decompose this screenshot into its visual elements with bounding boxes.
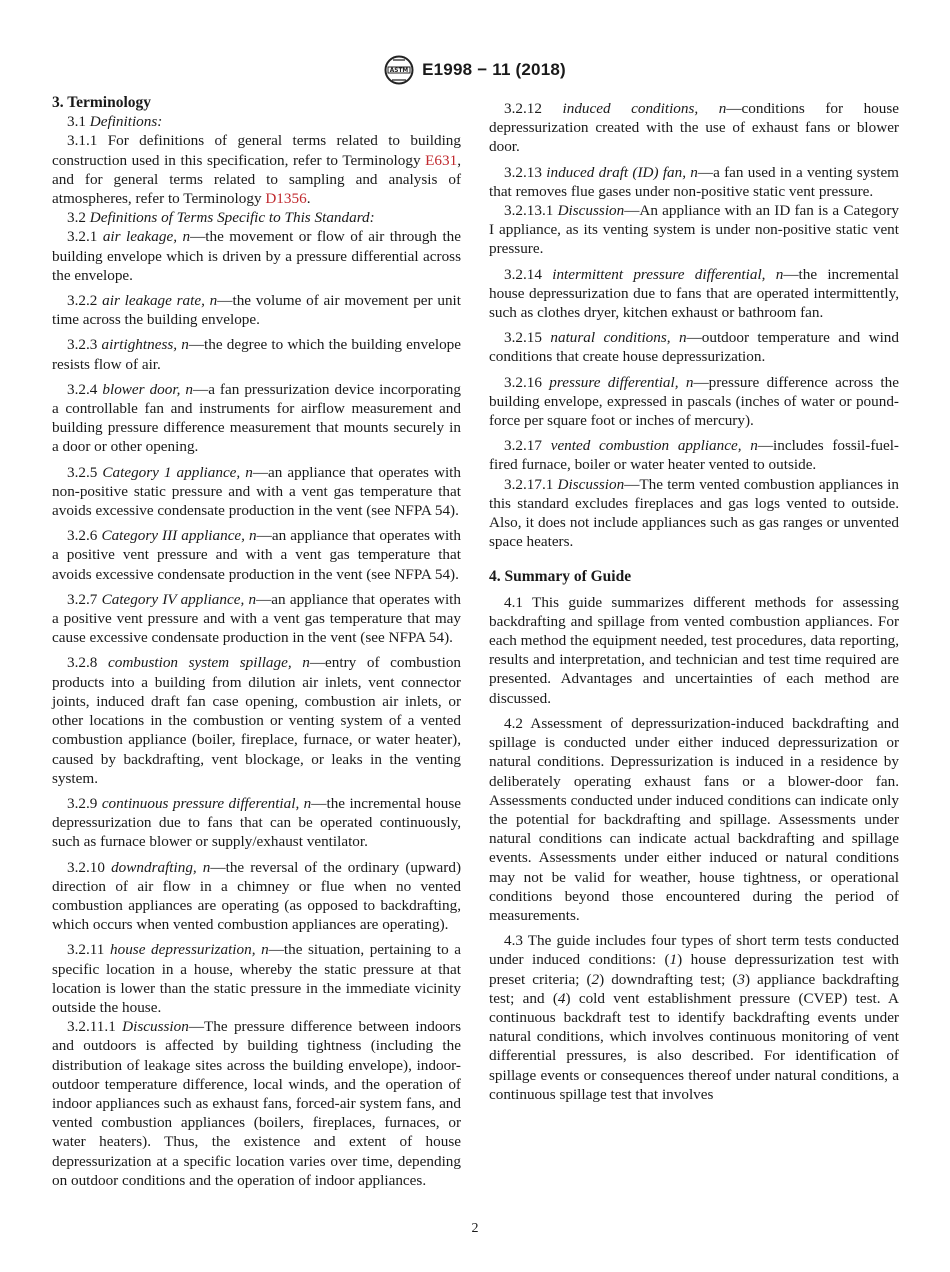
- defined-term: blower door, n: [102, 380, 193, 398]
- clause-number: 3.2.8: [67, 654, 98, 672]
- link-e631[interactable]: E631: [425, 151, 458, 169]
- defined-term: air leakage rate, n: [102, 292, 218, 310]
- clause-number: 3.2.1: [67, 228, 98, 246]
- defined-term: induced conditions, n: [562, 100, 727, 117]
- definition-3-2-2: [52, 291, 461, 329]
- defined-term: house depressurization, n: [110, 941, 269, 959]
- list-number: 4: [557, 989, 566, 1007]
- right-column: [489, 93, 899, 1104]
- page-header: [0, 52, 950, 88]
- paragraph-3-2: [52, 208, 461, 227]
- list-number: 1: [669, 951, 678, 969]
- defined-term: airtightness, n: [101, 336, 189, 354]
- defined-term: Category IV appliance, n: [101, 590, 257, 608]
- clause-number: 3.2.10: [67, 858, 105, 876]
- left-column: [52, 93, 461, 1190]
- link-d1356[interactable]: D1356: [265, 190, 307, 208]
- definition-text: —the reversal of the ordinary (upward) direction of air flow in a chimney or flue when no vented combustion appliances are operating (as opposed to backdrafting, which occurs when vented combustion appliances are operating).: [52, 858, 461, 934]
- svg-text:ASTM: ASTM: [389, 68, 409, 75]
- clause-number: 3.2.4: [67, 380, 98, 398]
- clause-number: 3.2.16: [504, 373, 542, 391]
- clause-number: 3.2.11: [67, 941, 105, 959]
- definition-3-2-11: [52, 940, 461, 1017]
- definition-3-2-7: [52, 590, 461, 648]
- definition-text: —includes fossil-fuel-fired furnace, boiler or water heater vented to outside.: [489, 437, 899, 474]
- definition-3-2-12: [489, 99, 899, 157]
- definition-text: —an appliance that operates with non-positive static pressure and with a vent gas temperature that avoids excessive condensate production in the vent (see NFPA 54).: [52, 463, 461, 520]
- clause-text: ) house depressurization test with preset criteria; (: [489, 951, 900, 988]
- clause-number: 3.2.3: [67, 336, 98, 354]
- defined-term: Category III appliance, n: [101, 527, 257, 545]
- definition-text: —the movement or flow of air through the building envelope which is driven by a pressure differential across the envelope.: [52, 228, 462, 284]
- paragraph-4-3: [489, 931, 899, 1104]
- clause-number: 3.2.15: [504, 329, 542, 347]
- clause-number: 3.2.17.1: [504, 475, 554, 493]
- definition-text: —the degree to which the building envelope resists flow of air.: [52, 336, 462, 373]
- discussion-3-2-17-1: [489, 475, 899, 552]
- clause-number: 3.2.5: [67, 463, 98, 481]
- discussion-3-2-11-1: [52, 1017, 461, 1190]
- definition-text: —outdoor temperature and wind conditions that create house depressurization.: [489, 329, 899, 366]
- clause-text: ) appliance backdrafting test; and (: [489, 970, 899, 1007]
- clause-text: 4.3 The guide includes four types of short term tests conducted under induced conditions: (: [489, 932, 899, 969]
- definition-text: —an appliance that operates with a positive vent pressure and with a vent gas temperature that avoids excessive condensate production in the vent (see NFPA 54).: [52, 527, 461, 583]
- clause-number: 3.2: [67, 209, 86, 227]
- clause-number: 3.2.2: [67, 292, 98, 310]
- clause-number: 3.2.9: [67, 794, 98, 812]
- definition-text: —an appliance that operates with a positive vent pressure and with a vent gas temperature that may cause excessive condensate production in the vent (see NFPA 54).: [52, 590, 462, 647]
- definition-3-2-9: [52, 794, 461, 852]
- defined-term: continuous pressure differential, n: [101, 794, 312, 812]
- definition-text: —the incremental house depressurization due to fans that can be operated continuously, such as furnace blower or supply/exhaust ventilator.: [52, 794, 462, 851]
- definition-3-2-13: [489, 163, 899, 201]
- definition-text: —a fan pressurization device incorporating a controllable fan and instruments for airflow measurement and building pressure difference measurement that mounts securely in a door or other opening.: [52, 380, 461, 456]
- clause-text: 3.1.1 For definitions of general terms related to building construction used in this specification, refer to Terminology: [52, 132, 461, 169]
- clause-number: 3.2.6: [67, 527, 98, 545]
- definition-3-2-6: [52, 526, 461, 584]
- defined-term: vented combustion appliance, n: [550, 437, 758, 455]
- defined-term: Discussion: [557, 202, 625, 220]
- clause-number: 3.2.13: [504, 163, 542, 181]
- definition-text: —the situation, pertaining to a specific location in a house, whereby the static pressure at that location is lower than the static pressure in the immediate vicinity outside the house.: [52, 941, 462, 1016]
- discussion-3-2-13-1: [489, 201, 899, 259]
- definition-3-2-15: [489, 328, 899, 366]
- defined-term: air leakage, n: [102, 228, 191, 246]
- clause-number: 3.2.12: [504, 100, 542, 117]
- defined-term: intermittent pressure differential, n: [552, 265, 784, 283]
- list-number: 2: [591, 970, 600, 988]
- definition-text: —conditions for house depressurization created with the use of exhaust fans or blower door.: [489, 100, 900, 156]
- clause-term: Definitions of Terms Specific to This Standard:: [89, 209, 375, 227]
- definition-text: —entry of combustion products into a building from dilution air inlets, vent connector joints, induced draft fan case opening, combustion air inlets, or other locations in the combustion or venting system of a vented combustion appliance (boiler, fireplace, furnace, or water heater), caused by backdrafting, vent blockage, or leaks in the venting system.: [52, 654, 462, 787]
- clause-number: 3.1: [67, 113, 86, 131]
- definition-text: —a fan used in a venting system that removes flue gases under non-positive static vent pressure.: [489, 163, 899, 200]
- definition-text: —An appliance with an ID fan is a Category I appliance, as its venting system is under non-positive static vent pressure.: [489, 202, 900, 258]
- paragraph-4-1: 4.1 This guide summarizes different methods for assessing backdrafting and spillage from vented combustion appliances. For each method the equipment needed, test procedures, data reporting, results and interpretation, and technician and test time required are presented. Advantages and uncertainties of each method are discussed.: [489, 593, 899, 707]
- defined-term: natural conditions, n: [550, 329, 687, 347]
- clause-number: 3.2.13.1: [504, 202, 554, 220]
- clause-text: .: [306, 190, 311, 208]
- defined-term: downdrafting, n: [111, 858, 211, 876]
- clause-number: 3.2.14: [504, 265, 542, 283]
- clause-text: ) downdrafting test; (: [599, 970, 738, 988]
- definition-text: —The pressure difference between indoors and outdoors is affected by building tightness (including the distribution of leakage sites across the building envelope), indoor-outdoor temperature difference, local winds, and the operation of indoor appliances such as exhaust fans, forced-air system fans, and vented combustion appliances (boilers, fireplaces, furnaces, or water heaters). Thus, the existence and extent of house depressurization at a specific location varies over time, depending on outdoor conditions and the operation of indoor appliances.: [52, 1018, 461, 1189]
- clause-term: Definitions:: [89, 113, 163, 131]
- defined-term: induced draft (ID) fan, n: [546, 163, 698, 181]
- definition-3-2-4: [52, 380, 461, 457]
- definition-3-2-10: [52, 858, 461, 935]
- defined-term: pressure differential, n: [549, 373, 694, 391]
- section-heading-summary: 4. Summary of Guide: [489, 568, 632, 586]
- definition-text: —the volume of air movement per unit time across the building envelope.: [52, 292, 461, 329]
- clause-text: , and for general terms related to sampling and analysis of atmospheres, refer to Terminology: [52, 151, 461, 208]
- page-number: 2: [471, 1221, 479, 1236]
- definition-3-2-1: [52, 227, 461, 285]
- clause-number: 3.2.7: [67, 590, 98, 608]
- paragraph-4-2: 4.2 Assessment of depressurization-induced backdrafting and spillage is conducted under either induced depressurization or natural conditions. Depressurization is induced in a residence by deliberately operating exhaust fans or a blower-door fan. Assessments conducted under induced conditions can indicate only the potential for backdrafting and spillage. Assessments under natural conditions can indicate actual backdrafting and spillage events. Assessments under either induced or natural conditions may not be valid for weather, house tightness, or operational conditions beyond those encountered during the period of measurements.: [489, 714, 899, 924]
- clause-number: 3.2.11.1: [67, 1018, 116, 1036]
- document-designation: E1998 − 11 (2018): [422, 60, 566, 79]
- list-number: 3: [737, 970, 745, 988]
- defined-term: Category 1 appliance, n: [102, 463, 253, 481]
- definition-3-2-17: [489, 436, 899, 474]
- clause-number: 3.2.17: [504, 437, 542, 455]
- definition-text: —The term vented combustion appliances in this standard excludes fireplaces and gas logs vented to outside. Also, it does not include appliances such as gas ranges or unvented space heaters.: [489, 475, 899, 551]
- defined-term: combustion system spillage, n: [108, 654, 310, 672]
- clause-text: ) cold vent establishment pressure (CVEP) test. A continuous backdraft test to identify backdrafting events under natural conditions, which involves continuous monitoring of vent differential pressures, is also described. For identification of spillage events or consequences thereof under natural conditions, a continuous spillage test that involves: [489, 989, 899, 1103]
- definition-3-2-14: [489, 265, 899, 323]
- astm-logo-icon: [384, 55, 414, 85]
- definition-3-2-3: [52, 335, 461, 373]
- definition-3-2-8: [52, 653, 461, 787]
- paragraph-3-1: [52, 112, 461, 131]
- defined-term: Discussion: [557, 475, 625, 493]
- section-heading-terminology: 3. Terminology: [52, 94, 152, 111]
- defined-term: Discussion: [122, 1018, 189, 1036]
- definition-3-2-16: [489, 373, 899, 431]
- definition-text: —pressure difference across the building envelope, expressed in pascals (inches of water or pound-force per square foot or inches of mercury).: [489, 373, 899, 430]
- definition-3-2-5: [52, 463, 461, 521]
- definition-text: —the incremental house depressurization due to fans that are operated intermittently, such as clothes dryer, kitchen exhaust or bathroom fan.: [489, 265, 899, 322]
- paragraph-3-1-1: [52, 131, 461, 208]
